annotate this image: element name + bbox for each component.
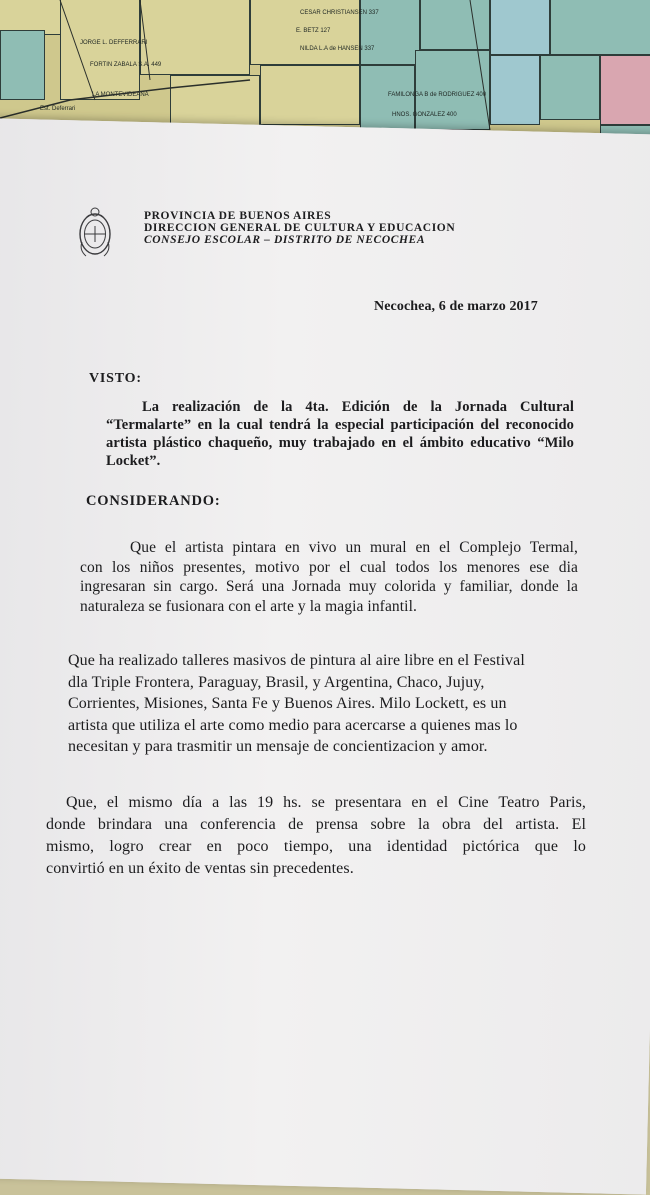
letterhead-direction: DIRECCION GENERAL DE CULTURA Y EDUCACION	[144, 222, 456, 234]
paragraph-line: Corrientes, Misiones, Santa Fe y Buenos Aires. Milo Lockett, es un	[68, 695, 507, 712]
document-page	[0, 118, 650, 1195]
considerando-heading: CONSIDERANDO:	[86, 493, 221, 509]
map-label: LA MONTEVIDEANA	[92, 92, 149, 98]
map-label: HNOS. GONZALEZ 400	[392, 112, 457, 118]
argentina-coat-of-arms-icon	[76, 204, 114, 262]
paragraph-line: Que el artista pintara en vivo un mural en el Complejo Termal,	[130, 539, 578, 556]
document-date: Necochea, 6 de marzo 2017	[374, 299, 538, 314]
visto-paragraph	[106, 398, 574, 470]
paragraph-line: artista que utiliza el arte como medio para acercarse a quienes mas lo	[68, 716, 518, 734]
paragraph-line: mismo, logro crear en poco tiempo, una identidad pictórica que lo	[45, 838, 586, 855]
paragraph-line: dla Triple Frontera, Paraguay, Brasil, y Argentina, Chaco, Jujuy,	[68, 673, 485, 691]
paragraph-line: necesitan y para trasmitir un mensaje de concientizacion y amor.	[68, 738, 488, 755]
map-label: E. BETZ 127	[296, 28, 331, 34]
map-label: FORTIN ZABALA S.A. 449	[90, 62, 162, 68]
considerando-paragraph-1	[80, 538, 578, 616]
paragraph-line: donde brindara una conferencia de prensa sobre la obra del artista. El	[45, 816, 586, 833]
considerando-paragraph-2	[68, 650, 578, 758]
paragraph-line: convirtió en un éxito de ventas sin precedentes.	[46, 860, 354, 877]
paragraph-line: ingresaran sin cargo. Será una Jornada muy colorida y familiar, donde la	[80, 578, 578, 595]
considerando-paragraph-3	[46, 792, 586, 880]
letterhead-council: CONSEJO ESCOLAR – DISTRITO DE NECOCHEA	[144, 234, 426, 246]
paragraph-line: con los niños presentes, motivo por el cual todos los menores ese dia	[80, 558, 578, 576]
paragraph-line: Que, el mismo día a las 19 hs. se presentara en el Cine Teatro Paris,	[66, 794, 586, 811]
map-label: FAMILONGA B de RODRIGUEZ 400	[388, 92, 487, 98]
map-label: CESAR CHRISTIANSEN 337	[300, 10, 379, 16]
visto-line: artista plástico chaqueño, muy trabajado en el ámbito educativo “Milo	[105, 435, 574, 451]
visto-line: “Termalarte” en la cual tendrá la especial participación del reconocido	[106, 417, 574, 433]
map-label: NILDA L.A de HANSEN 337	[300, 46, 375, 52]
visto-line: La realización de la 4ta. Edición de la Jornada Cultural	[142, 399, 574, 415]
visto-heading: VISTO:	[89, 371, 142, 386]
paragraph-line: Que ha realizado talleres masivos de pintura al aire libre en el Festival	[68, 652, 525, 669]
letterhead	[144, 210, 455, 246]
map-label: JORGE L. DEFFERRARI	[80, 40, 148, 46]
letterhead-province: PROVINCIA DE BUENOS AIRES	[144, 210, 332, 222]
visto-line: Locket”.	[106, 453, 161, 469]
map-label: Est. Deferrari	[40, 106, 76, 112]
paragraph-line: naturaleza se fusionara con el arte y la magia infantil.	[80, 597, 417, 615]
